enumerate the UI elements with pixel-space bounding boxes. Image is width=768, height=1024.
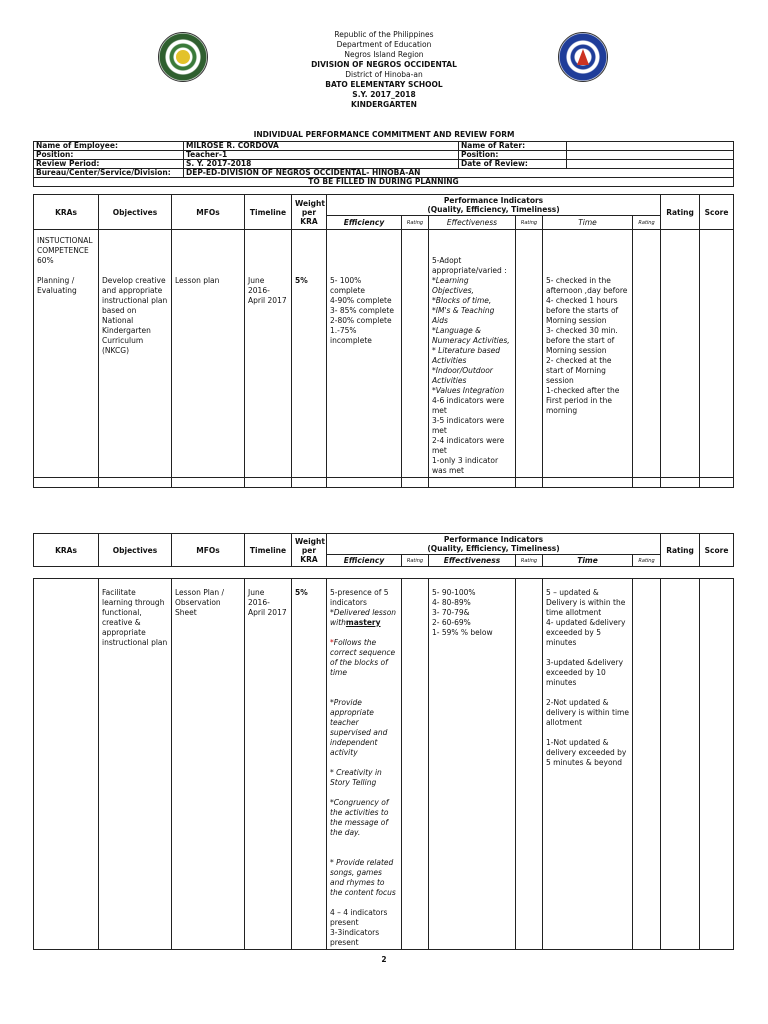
bureau-value: DEP-ED-DIVISION OF NEGROS OCCIDENTAL- HINOBA-AN <box>184 169 734 178</box>
kra-cell: INSTUCTIONAL COMPETENCE 60% Planning / Evaluating <box>34 230 99 478</box>
employee-label: Name of Employee: <box>34 142 184 151</box>
header-line: S.Y. 2017_2018 <box>352 90 416 99</box>
efficiency-header: Efficiency <box>327 555 402 567</box>
weight-cell: 5% <box>292 579 327 950</box>
mfo-cell: Lesson Plan / Observation Sheet <box>172 579 245 950</box>
time-cell: 5 – updated & Delivery is within the time allotment 4- updated &delivery exceeded by 5 minutes 3-updated &delivery exceeded by 10 minutes 2-Not updated & delivery is within time allotment 1-Not updated & delivery exceeded by 5 minutes & beyond <box>543 579 633 950</box>
efficiency-line <box>330 638 398 678</box>
objectives-header: Objectives <box>99 195 172 230</box>
effectiveness-rating-header: Rating <box>516 555 543 567</box>
time-rating-header: Rating <box>633 216 661 230</box>
score-cell <box>700 230 734 478</box>
red-star: * <box>330 638 334 647</box>
effectiveness-rating-cell <box>516 579 543 950</box>
timeline-header: Timeline <box>245 534 292 567</box>
kra-table-2 <box>33 533 734 567</box>
employee-value: MILROSE R. CORDOVA <box>184 142 459 151</box>
time-rating-cell <box>633 230 661 478</box>
mastery-text: mastery <box>345 618 381 627</box>
header-line: District of Hinoba-an <box>345 70 423 79</box>
time-rating-cell <box>633 579 661 950</box>
effectiveness-rating-cell <box>516 230 543 478</box>
efficiency-text: Follows the correct sequence of the blocks of time <box>330 638 396 677</box>
rater-position-label: Position: <box>459 151 567 160</box>
rater-label: Name of Rater: <box>459 142 567 151</box>
pi-title: Performance Indicators <box>443 535 544 544</box>
kra-cell <box>34 579 99 950</box>
timeline-header: Timeline <box>245 195 292 230</box>
effectiveness-scale: 4-6 indicators were met 3-5 indicators were met 2-4 indicators were met 1-only 3 indicator was met <box>432 396 505 475</box>
page-number: 2 <box>381 955 387 964</box>
mfos-header: MFOs <box>172 195 245 230</box>
weight-header: Weight per KRA <box>292 534 327 567</box>
performance-indicators-header <box>327 195 661 216</box>
rater-position-value <box>567 151 734 160</box>
mfo-cell: Lesson plan <box>172 230 245 478</box>
efficiency-line: * Provide related songs, games and rhymes to the content focus <box>330 858 396 897</box>
rating-header: Rating <box>661 534 700 567</box>
rating-cell <box>661 230 700 478</box>
weight-cell: 5% <box>292 230 327 478</box>
time-cell: 5- checked in the afternoon ,day before 4- checked 1 hours before the starts of Morning session 3- checked 30 min. before the start of Morning session 2- checked at the start of Morning session 1-checked after the First period in the morning <box>543 230 633 478</box>
performance-indicators-header <box>327 534 661 555</box>
score-cell <box>700 579 734 950</box>
efficiency-line: * Creativity in Story Telling <box>330 768 382 787</box>
time-header: Time <box>543 216 633 230</box>
header-line: DIVISION OF NEGROS OCCIDENTAL <box>311 60 457 69</box>
rater-value <box>567 142 734 151</box>
header-line: BATO ELEMENTARY SCHOOL <box>325 80 443 89</box>
weight-header: Weight per KRA <box>292 195 327 230</box>
efficiency-rating-header: Rating <box>402 555 429 567</box>
efficiency-rating-cell <box>402 579 429 950</box>
effectiveness-header: Effectiveness <box>429 216 516 230</box>
efficiency-text: *Delivered lesson with <box>330 608 397 627</box>
form-title: INDIVIDUAL PERFORMANCE COMMITMENT AND REVIEW FORM <box>253 130 515 139</box>
header-line: KINDERGARTEN <box>351 100 417 109</box>
position-label: Position: <box>34 151 184 160</box>
score-header: Score <box>700 195 734 230</box>
efficiency-line: *Congruency of the activities to the message of the day. <box>330 798 389 837</box>
efficiency-cell: 5- 100% complete 4-90% complete 3- 85% complete 2-80% complete 1.-75% incomplete <box>327 230 402 478</box>
efficiency-line: 5-presence of 5 indicators <box>330 588 389 607</box>
kras-header: KRAs <box>34 534 99 567</box>
timeline-cell: June 2016- April 2017 <box>245 230 292 478</box>
effectiveness-intro: 5-Adopt appropriate/varied : <box>432 256 507 275</box>
efficiency-line: *Provide appropriate teacher supervised and independent activity <box>330 698 388 757</box>
efficiency-cell <box>327 579 402 950</box>
time-rating-header: Rating <box>633 555 661 567</box>
date-of-review-label: Date of Review: <box>459 160 567 169</box>
effectiveness-items: *Learning Objectives, *Blocks of time, *IM's & Teaching Aids *Language & Numeracy Activities, * Literature based Activities *Indoor/Outdoor Activities *Values Integration <box>432 276 510 395</box>
effectiveness-rating-header: Rating <box>516 216 543 230</box>
position-value: Teacher-1 <box>184 151 459 160</box>
review-period-label: Review Period: <box>34 160 184 169</box>
score-header: Score <box>700 534 734 567</box>
effectiveness-cell: 5- 90-100% 4- 80-89% 3- 70-79& 2- 60-69% 1- 59% % below <box>429 579 516 950</box>
efficiency-rating-header: Rating <box>402 216 429 230</box>
kra-table-2-body <box>33 578 734 950</box>
time-header: Time <box>543 555 633 567</box>
effectiveness-cell <box>429 230 516 478</box>
date-of-review-value <box>567 160 734 169</box>
pi-subtitle: (Quality, Efficiency, Timeliness) <box>427 544 560 553</box>
objective-cell: Facilitate learning through functional, creative & appropriate instructional plan <box>99 579 172 950</box>
pi-subtitle: (Quality, Efficiency, Timeliness) <box>427 205 560 214</box>
header-line: Negros Island Region <box>344 50 424 59</box>
bureau-label: Bureau/Center/Service/Division: <box>34 169 184 178</box>
review-period-value: S. Y. 2017-2018 <box>184 160 459 169</box>
objectives-header: Objectives <box>99 534 172 567</box>
header-line: Republic of the Philippines <box>334 30 434 39</box>
kras-header: KRAs <box>34 195 99 230</box>
document-header <box>0 30 768 110</box>
effectiveness-header: Effectiveness <box>429 555 516 567</box>
efficiency-header: Efficiency <box>327 216 402 230</box>
kra-table-1 <box>33 194 734 488</box>
efficiency-rating-cell <box>402 230 429 478</box>
timeline-cell: June 2016- April 2017 <box>245 579 292 950</box>
rating-cell <box>661 579 700 950</box>
planning-note: TO BE FILLED IN DURING PLANNING <box>34 178 734 187</box>
header-line: Department of Education <box>336 40 432 49</box>
efficiency-line <box>330 608 398 628</box>
rating-header: Rating <box>661 195 700 230</box>
mfos-header: MFOs <box>172 534 245 567</box>
efficiency-line: 4 – 4 indicators present 3-3indicators present <box>330 908 388 947</box>
objective-cell: Develop creative and appropriate instructional plan based on National Kindergarten Curriculum (NKCG) <box>99 230 172 478</box>
employee-info-table <box>33 141 734 187</box>
pi-title: Performance Indicators <box>443 196 544 205</box>
